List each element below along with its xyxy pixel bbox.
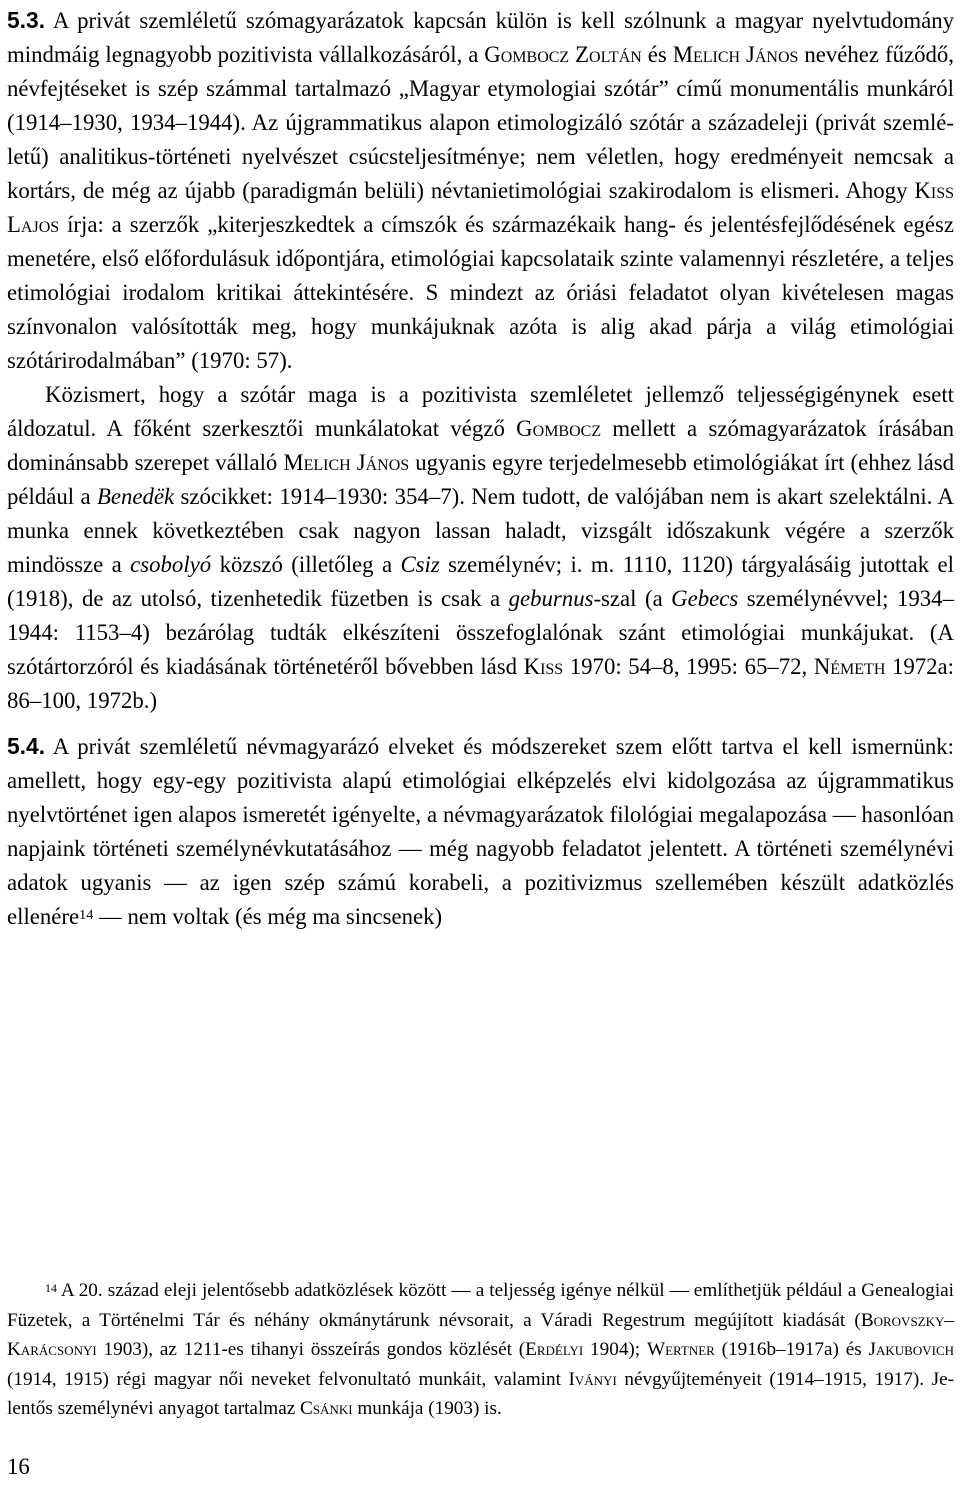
section-number: 5.3. <box>7 7 46 33</box>
page-number: 16 <box>7 1454 30 1479</box>
text-run: 1970: 54–8, 1995: 65–72, <box>563 654 814 679</box>
text-run: nevéhez fűződő, névfejtéseket is szép számmal tartalmazó „Magyar etymologiai szótár” című monumentális munkáról (1914–1930, 1934–1944). Az újgrammatikus alapon etimologizáló szótár a századeleji (privát szemléletű) analitikus-történeti nyelvészet csúcsteljesítménye; nem véletlen, hogy eredményeit nemcsak a kortárs, de még az újabb (paradigmán belüli) névtanietimológiai szakirodalom is elismeri. Ahogy <box>7 42 954 203</box>
author-name: Iványi <box>568 1368 617 1390</box>
text-run: mellett a szómagyarázatok írásában dominánsabb szerepet vállaló <box>7 416 954 475</box>
author-name: Kiss <box>523 654 564 679</box>
text-run: 1903), az 1211-es tihanyi összeírás gondos közlését ( <box>96 1339 526 1361</box>
author-name: Németh <box>813 654 886 679</box>
text-run: szócikket: 1914–1930: 354–7). Nem tudott, de valójában nem is akart szelektálni. A munka ennek következtében csak nagyon lassan haladt, vizsgált időszakunk végére a szerzők mindössze a <box>7 484 954 577</box>
paragraph-kozismert <box>7 378 954 718</box>
author-name: Borovszky–Karácsonyi <box>7 1309 954 1361</box>
author-name: Erdélyi <box>525 1339 584 1361</box>
text-run: -szal (a <box>593 586 672 611</box>
author-name: Kiss Lajos <box>7 178 954 237</box>
text-run: A privát szemléletű névmagyarázó elveket és módszereket szem előtt tartva el kell ismernünk: amellett, hogy egy-egy pozitivista alapú etimológiai elképzelés elvi kidolgozása az újgrammatikus nyelvtörténet igen alapos ismeretét igényelte, a névmagyarázatok filológiai megalapozása — hasonlóan napjaink történeti személynévkutatásához — még nagyobb feladatot jelentett. A történeti személynévi adatok ugyanis — az igen szép számú korabeli, a pozitivizmus szellemében készült adatközlés ellenére <box>7 734 954 929</box>
text-run: ugyanis egyre terjedelmesebb etimológiákat írt (ehhez lásd például a <box>7 450 954 509</box>
text-run: — nem voltak (és még ma sincsenek) <box>93 904 443 929</box>
section-number: 5.4. <box>7 733 46 759</box>
footnote-number: 14 <box>45 1280 57 1295</box>
author-name: Csánki <box>300 1398 353 1420</box>
author-name: Gombocz Zoltán <box>484 42 642 67</box>
author-name: Gombocz <box>516 416 602 441</box>
text-run: (1914, 1915) régi magyar női neveket felvonultató munkáit, valamint <box>7 1368 569 1390</box>
text-run: 1972a: 86–100, 1972b.) <box>7 654 954 713</box>
italic-term: geburnus <box>508 586 594 611</box>
paragraph-gap <box>7 718 954 729</box>
paragraph-5-4 <box>7 729 954 934</box>
author-name: Jakubovich <box>868 1339 955 1361</box>
author-name: Melich János <box>283 450 410 475</box>
footnote-text <box>7 1276 954 1424</box>
text-run: névgyűjteményeit (1914–1915, 1917). Jelentős személynévi anyagot tartalmaz <box>7 1368 955 1420</box>
italic-term: Benedëk <box>96 484 175 509</box>
text-run: és <box>641 42 673 67</box>
text-run: munkája (1903) is. <box>352 1398 502 1420</box>
footnote-14 <box>7 1276 954 1424</box>
body-text <box>7 3 954 934</box>
italic-term: Csiz <box>400 552 440 577</box>
author-name: Melich János <box>672 42 799 67</box>
text-run: A 20. század eleji jelentősebb adatközlések között — a teljesség igénye nélkül — említhetjük például a Genealogiai Füzetek, a Történelmi Tár és néhány okmánytárunk névsorait, a Váradi Regestrum megújított kiadását ( <box>7 1280 954 1331</box>
italic-term: Gebecs <box>671 586 739 611</box>
author-name: Wertner <box>646 1339 715 1361</box>
text-run: személynév; i. m. 1110, 1120) tárgyalásáig jutottak el (1918), de az utolsó, tizenhetedik füzetben is csak a <box>7 552 955 611</box>
paragraph-5-3 <box>7 3 954 378</box>
text-run: Közismert, hogy a szótár maga is a pozitivista szemléletet jellemző teljességigénynek esett áldozatul. A főként szerkesztői munkálatokat végző <box>7 382 954 441</box>
text-run: 1904); <box>583 1339 647 1361</box>
text-run: (1916b–1917a) és <box>714 1339 869 1361</box>
text-run: személynévvel; 1934–1944: 1153–4) bezárólag tudták elkészíteni összefoglalónak szánt etimológiai munkájukat. (A szótártorzóról és kiadásának történetéről bővebben lásd <box>7 586 954 679</box>
text-run: A privát szemléletű szómagyarázatok kapcsán külön is kell szólnunk a magyar nyelvtudomány mindmáig legnagyobb pozitivista vállalkozásáról, a <box>7 8 954 67</box>
text-run: közszó (illetőleg a <box>211 552 401 577</box>
text-run: írja: a szerzők „kiterjeszkedtek a címszók és származékaik hang- és jelentésfejlődésének egész menetére, első előfordulásuk időpontjára, etimológiai kapcsolataik szinte valamennyi részletére, a teljes etimológiai irodalom kritikai áttekintésére. S mindezt az óriási feladatot olyan kivételesen magas színvonalon valósították meg, hogy munkájuknak azóta is alig akad párja a világ etimológiai szótárirodalmában” (1970: 57). <box>7 212 954 373</box>
footnote-reference[interactable]: 14 <box>79 907 94 924</box>
italic-term: csobolyó <box>130 552 212 577</box>
